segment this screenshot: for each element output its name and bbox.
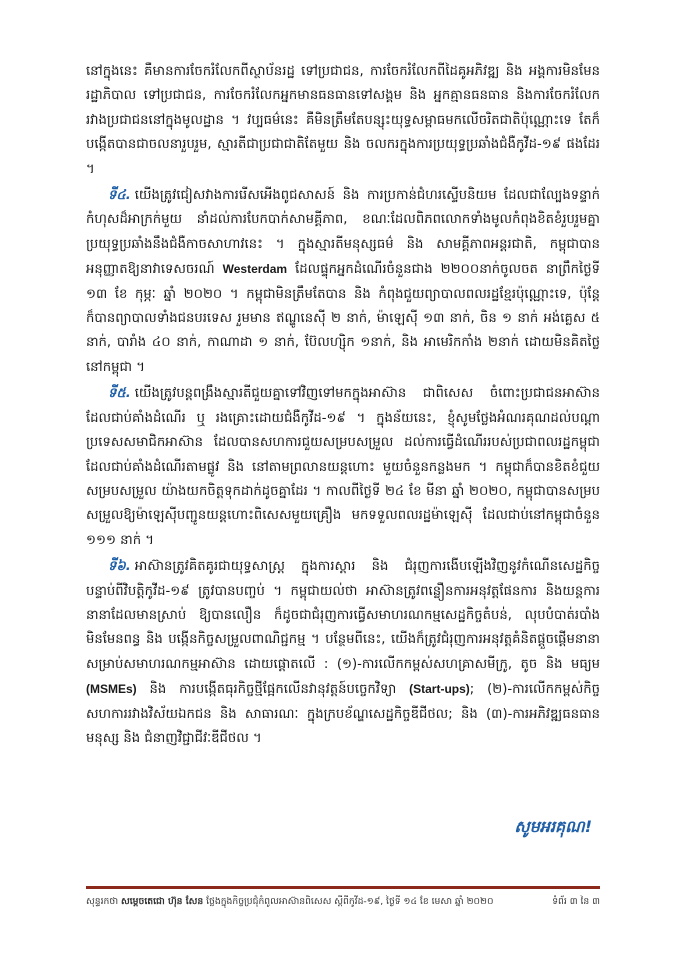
point-number: ទី៦. [108,559,131,575]
paragraph-text: យើងត្រូវជៀសវាងការរើសអើងពូជសាសន៍ និង ការប្រកាន់ជំហរស្ទើបនិយម ដែលជាល្បែងទន្ទាក់កំហុសដ៏អាក្រក់មួយ នាំដល់ការបែកបាក់សាមគ្គីភាព, ខណៈដែលពិភពលោកទាំងមូលកំពុងខិតខំរួបរួមគ្នាប្រយុទ្ធប្រឆាំងនឹងជំងឺកាចសាហាវនេះ ។ ក្នុងស្មារតីមនុស្សធម៌ និង សាមគ្គីភាពអន្តរជាតិ, កម្ពុជាបានអនុញ្ញាតឱ្យនាវាទេសចរណ៍ [86,188,600,278]
ship-name: Westerdam [222,262,288,277]
paragraph-text-cont: ដែលផ្ទុកអ្នកដំណើរចំនួនជាង ២២០០នាក់ចូលចត នាព្រឹកថ្ងៃទី ១៣ ខែ កុម្ភៈ ឆ្នាំ ២០២០ ។ កម្ពុជាមិនត្រឹមតែបាន និង កំពុងជួយព្យាបាលពលរដ្ឋខ្មែរប៉ុណ្ណោះទេ, ប៉ុន្តែ ក៏បានព្យាបាលទាំងជនបរទេស រួមមាន ឥណ្ឌូនេស៊ី ២ នាក់, ម៉ាឡេស៊ី ១៣ នាក់, ចិន ១ នាក់ អង់គ្លេស ៥ នាក់, បារាំង ៤០ នាក់, កាណាដា ១ នាក់, ប៊ែលហ្ស៊ិក ១នាក់, និង អាមេរិកកាំង ២នាក់ ដោយមិនគិតថ្លៃ នៅកម្ពុជា ។ [86,262,600,375]
body-text [86,60,600,753]
footer-prefix: សុន្ទរកថា [86,896,121,907]
startups-term: (Start-ups) [409,682,470,697]
footer-divider [86,886,600,889]
footer-speaker: សម្តេចតេជោ ហ៊ុន សែន [121,896,204,907]
paragraph-point-5 [86,382,600,553]
paragraph-text: អាស៊ានត្រូវគិតគូរជាយុទ្ធសាស្ត្រ ក្នុងការស្តារ និង ជំរុញការងើបឡើងវិញនូវកំណើនសេដ្ឋកិច្ច បន្ទាប់ពីវិបត្តិកូវីដ-១៩ ត្រូវបានបញ្ចប់ ។ កម្ពុជាយល់ថា អាស៊ានត្រូវពន្លឿនការអនុវត្តផែនការ និងយន្តការនានាដែលមានស្រាប់ ឱ្យបានលឿន ក៏ដូចជាជំរុញការធ្វើសមាហរណកម្មសេដ្ឋកិច្ចតំបន់, លុបបំបាត់របាំងមិនមែនពន្ធ និង បង្កើនកិច្ចសម្រួលពាណិជ្ជកម្ម ។ បន្ថែមពីនេះ, យើងក៏ត្រូវជំរុញការអនុវត្តគំនិតផ្តួចផ្តើមនានា សម្រាប់សមាហរណកម្មអាស៊ាន ដោយផ្តោតលើ : (១)-ការលើកកម្ពស់សហគ្រាសមីក្រូ, តូច និង មធ្យម [86,559,600,672]
msmes-term: (MSMEs) [86,682,137,697]
paragraph-text: នៅក្នុងនេះ គឺមានការចែករំលែកពីស្ថាប័នរដ្ឋ ទៅប្រជាជន, ការចែករំលែកពីដៃគូអភិវឌ្ឍ និង អង្គការមិនមែនរដ្ឋាភិបាល ទៅប្រជាជន, ការចែករំលែកអ្នកមានធនធានទៅសង្គម និង អ្នកគ្មានធនធាន និងការចែករំលែករវាងប្រជាជននៅក្នុងមូលដ្ឋាន ។ វប្បធម៌នេះ គឺមិនត្រឹមតែបន្សុះយុទ្ធសម្ពាធមកលើចរិតជាតិប៉ុណ្ណោះទេ តែក៏បង្កើតបានជាចលនារួបរួម, ស្មារតីជាប្រជាជាតិតែមួយ និង ចលករក្នុងការប្រយុទ្ធប្រឆាំងជំងឺកូវីដ-១៩ ផងដែរ ។ [86,64,600,177]
paragraph-text-end: ; (២)-ការលើកកម្ពស់កិច្ចសហការរវាងវិស័យឯកជន និង សាធារណៈ ក្នុងក្របខ័ណ្ឌសេដ្ឋកិច្ចឌីជីថល; និង (៣)-ការអភិវឌ្ឍធនធានមនុស្ស និង ជំនាញវិជ្ជាជីវៈឌីជីថល ។ [86,682,601,746]
footer-event: ថ្លែងក្នុងកិច្ចប្រជុំកំពូលអាស៊ានពិសេស ស្តីពីកូវីដ-១៩, ថ្ងៃទី ១៤ ខែ មេសា ឆ្នាំ ២០២០ [203,896,494,907]
paragraph-intro [86,60,600,182]
paragraph-text-mid: និង ការបង្កើតធុរកិច្ចថ្មីផ្អែកលើនវានុវត្តន៍បច្ចេកវិទ្យា [136,682,410,698]
footer-citation [86,895,494,909]
point-number: ទី៥. [108,386,131,402]
paragraph-point-6 [86,555,600,751]
page-number: ទំព័រ ៣ នៃ ៣ [552,896,600,907]
page-footer [86,895,600,909]
paragraph-point-4 [86,184,600,380]
point-number: ទី៤. [108,188,131,204]
closing-thanks: សូមអរគុណ! [514,817,592,836]
paragraph-text: យើងត្រូវបន្តពង្រឹងស្មារតីជួយគ្នាទៅវិញទៅមកក្នុងអាស៊ាន ជាពិសេស ចំពោះប្រជាជនអាស៊ាន ដែលជាប់គាំងដំណើរ ឬ រងគ្រោះដោយជំងឺកូវីដ-១៩ ។ ក្នុងន័យនេះ, ខ្ញុំសូមថ្លែងអំណរគុណដល់បណ្តាប្រទេសសមាជិកអាស៊ាន ដែលបានសហការជួយសម្របសម្រួល ដល់ការធ្វើដំណើររបស់ប្រជាពលរដ្ឋកម្ពុជា ដែលជាប់គាំងដំណើរតាមផ្លូវ និង នៅតាមព្រលានយន្តហោះ មួយចំនួនកន្លងមក ។ កម្ពុជាក៏បានខិតខំជួយសម្របសម្រួល យ៉ាងយកចិត្តទុកដាក់ដូចគ្នាដែរ ។ កាលពីថ្ងៃទី ២៤ ខែ មីនា ឆ្នាំ ២០២០, កម្ពុជាបានសម្របសម្រួលឱ្យម៉ាឡេស៊ីបញ្ជូនយន្តហោះពិសេសមួយគ្រឿង មកទទួលពលរដ្ឋម៉ាឡេស៊ី ដែលជាប់នៅកម្ពុជាចំនួន ១១១ នាក់ ។ [86,386,600,548]
